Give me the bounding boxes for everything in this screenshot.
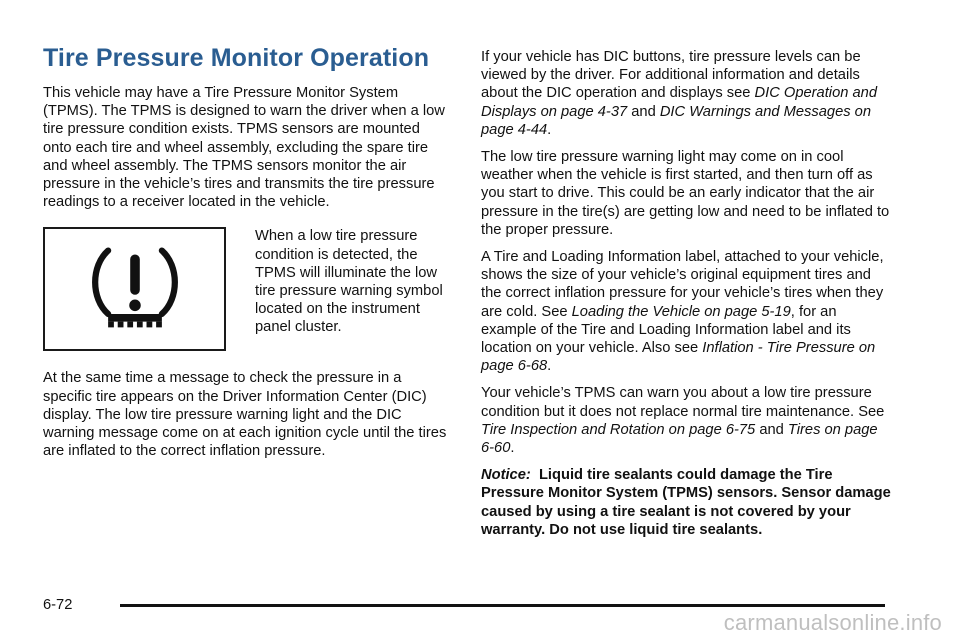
ref-inflation-pressure[interactable]: Inflation - Tire Pressure on page 6-68 [481, 340, 876, 375]
footer-rule [120, 604, 885, 607]
notice-label: Notice: [481, 467, 531, 484]
tire-label-paragraph: A Tire and Loading Information label, attached to your vehicle, shows the size of your vehicle’s original equipment tires and the correct inflation pressure for your vehicle’s tires when they are cold. See Loading the Vehicle on page 5-19, for an example of the Tire and Loading Information label and its location on your vehicle. Also see Inflation - Tire Pressure on page 6-68. [481, 249, 884, 375]
watermark: carmanualsonline.info [723, 610, 942, 635]
ref-tires[interactable]: Tires on page 6-60 [481, 421, 878, 457]
ref-dic-operation[interactable]: DIC Operation and Displays on page 4-37 [481, 85, 877, 120]
warning-symbol-row [43, 227, 447, 351]
warning-symbol-box [43, 227, 226, 351]
right-column [481, 48, 891, 548]
maintenance-paragraph: Your vehicle’s TPMS can warn you about a low tire pressure condition but it does not replace normal tire maintenance. See Tire Inspection and Rotation on page 6-75 and Tires on page 6-60. [481, 385, 885, 457]
dic-message-paragraph: At the same time a message to check the pressure in a specific tire appears on the Driver Information Center (DIC) display. The low tire pressure warning light and the DIC warning message come on at each ignition cycle until the tires are inflated to the correct inflation pressure. [43, 370, 447, 460]
symbol-description: When a low tire pressure condition is detected, the TPMS will illuminate the low tire pressure warning symbol located on the instrument panel cluster. [255, 228, 443, 336]
low-tire-pressure-warning-icon [87, 241, 183, 337]
ref-dic-warnings[interactable]: DIC Warnings and Messages on page 4-44 [481, 103, 871, 138]
page-number: 6-72 [43, 597, 73, 613]
notice-paragraph [481, 466, 891, 539]
ref-loading-vehicle[interactable]: Loading the Vehicle on page 5-19 [571, 303, 791, 320]
left-column [43, 84, 447, 469]
ref-tire-inspection[interactable]: Tire Inspection and Rotation on page 6-75 [481, 421, 756, 438]
dic-buttons-paragraph: If your vehicle has DIC buttons, tire pressure levels can be viewed by the driver. For additional information and details about the DIC operation and displays see DIC Operation and Displays on page 4-37 and DIC Warnings and Messages on page 4-44. [481, 49, 877, 138]
notice-text: Liquid tire sealants could damage the Tire Pressure Monitor System (TPMS) sensors. Sensor damage caused by using a tire sealant is not covered by your warranty. Do not use liquid tire sealants. [481, 467, 891, 538]
page-title: Tire Pressure Monitor Operation [43, 44, 430, 72]
intro-paragraph: This vehicle may have a Tire Pressure Monitor System (TPMS). The TPMS is designed to warn the driver when a low tire pressure condition exists. TPMS sensors are mounted onto each tire and wheel assembly, excluding the spare tire and wheel assembly. The TPMS sensors monitor the air pressure in the vehicle’s tires and transmits the tire pressure readings to a receiver located in the vehicle. [43, 85, 445, 211]
cool-weather-paragraph: The low tire pressure warning light may come on in cool weather when the vehicle is first started, and then turn off as you start to drive. This could be an early indicator that the air pressure in the tire(s) are getting low and need to be inflated to the proper pressure. [481, 149, 890, 238]
